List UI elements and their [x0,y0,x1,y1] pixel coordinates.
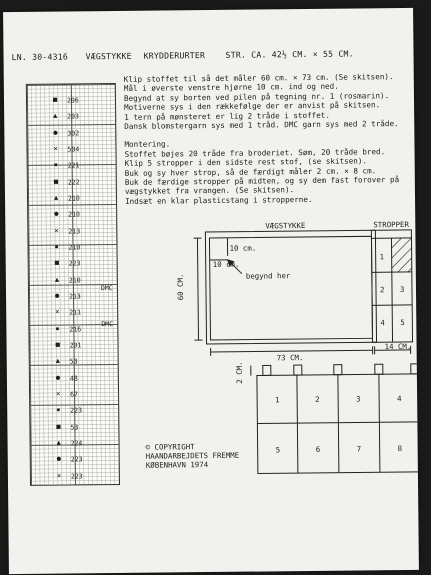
chart-symbol-number: 48 [69,374,78,383]
chart-symbol-number: 223 [68,259,81,268]
chart-side-label: DMC [100,284,113,293]
panel-number: 5 [275,445,281,455]
chart-symbol-number: 210 [67,194,80,203]
chart-symbol-glyph: ▪ [56,405,61,414]
instruction-line: Motiverne sys i den rækkefølge der er anvist på skitsen. [124,100,381,113]
chart-symbol-glyph: ● [54,209,59,218]
montering-line: Indsæt en klar plasticstang i stropperne. [125,194,313,206]
title-krydderurter: KRYDDERURTER [143,50,206,61]
chart-symbol-number: 53 [70,423,79,432]
instruction-line: 1 tern på mønsteret er lig 2 tråde i stoffet. [124,110,330,122]
instruction-line: Mål i øverste venstre hjørne 10 cm. ind og ned. [123,82,339,94]
chart-symbol-number: 213 [68,227,81,236]
copyright-block [146,442,240,470]
montering-line: vægstykket fra vrangen. (Se skitsen). [124,185,295,197]
chart-symbol-glyph: ▪ [54,242,59,251]
montering-line: Buk de færdige stropper på midten, og sy dem fast forover på [124,175,400,187]
chart-symbol-number: 223 [70,455,83,464]
chart-symbol-glyph: ✕ [56,389,61,398]
strap-number: 4 [380,318,385,328]
chart-symbol-number: 211 [69,308,82,317]
chart-symbol-glyph: ● [56,454,62,463]
pattern-sheet [3,8,419,574]
panel-number: 1 [275,395,280,405]
chart-symbol-number: 203 [67,112,79,121]
strap-number: 3 [399,284,405,295]
chart-symbol-number: 223 [70,472,83,481]
chart-symbol-number: 67 [70,390,78,399]
chart-symbol-glyph: ▲ [56,438,61,447]
chart-symbol-number: 210 [68,276,81,285]
chart-symbol-number: 206 [66,96,79,105]
cutting-diagram [3,8,419,574]
chart-symbol-glyph: ■ [52,95,58,104]
chart-symbol-glyph: ✕ [53,144,58,153]
dim-14: 14 CM. [384,341,412,352]
chart-symbol-number: 302 [67,129,80,138]
instruction-line: Begynd at sy borten ved pilen på tegning nr. 1 (rosmarin). [123,90,390,103]
chart-symbol-number: 504 [67,145,80,154]
strap-number: 5 [400,317,405,328]
montering-line: Montering. [124,139,171,150]
strap-number: 1 [379,252,385,262]
chart-symbol-glyph: ■ [55,340,60,349]
panel-number: 4 [397,394,402,404]
chart-symbol-number: 210 [68,243,81,252]
dim-73: 73 CM. [276,353,304,363]
chart-symbol-glyph: ■ [56,422,61,431]
panel-number: 7 [356,444,362,454]
chart-symbol-glyph: ▲ [53,193,59,202]
chart-symbol-glyph: ▪ [55,324,60,333]
chart-symbol-glyph: ▲ [55,356,60,365]
chart-symbol-glyph: ✕ [56,471,62,480]
chart-symbol-glyph: ✕ [54,226,59,235]
chart-symbol-number: 224 [70,439,83,448]
dim-60: 60 CM. [175,273,186,301]
chart-symbol-number: 221 [67,161,80,170]
chart-symbol-glyph: ▲ [53,111,58,120]
chart-symbol-glyph: ✕ [55,307,60,316]
copyright-line: KØBENHAVN 1974 [145,460,209,470]
strap-number: 2 [379,285,385,295]
start-label: begynd her [245,271,291,281]
label-vaegstykke: VÆGSTYKKE [265,221,306,231]
montering-line: Stoffet bøjes 20 tråde fra broderiet. Søm, 20 tråde bred. [124,147,386,159]
panel-number: 3 [356,394,361,404]
copyright-line: HAANDARBEJDETS FREMME [145,450,240,461]
chart-symbol-number: 201 [69,341,82,350]
chart-symbol-glyph: ▲ [54,275,60,284]
dim-10-vertical: 10 cm. [212,259,240,269]
chart-side-label: DMC [101,320,114,329]
pattern-code: LN. 30-4316 [11,51,69,63]
chart-symbol-number: 216 [69,325,82,334]
montering-line: Klip 5 stropper i den sidste rest stof, (se skitsen). [124,156,368,169]
size-text: STR. CA. 42½ CM. × 55 CM. [225,48,354,60]
copyright-line: © COPYRIGHT [145,442,195,452]
instruction-line: Klip stoffet til så det måler 60 cm. × 73 cm. (Se skitsen). [123,72,394,84]
label-stropper: STROPPER [373,219,409,230]
panel-number: 8 [397,444,403,454]
instruction-line: Dansk blomstergarn sys med 1 tråd. DMC garn sys med 2 tråde. [124,119,399,131]
panel-number: 6 [315,444,321,454]
chart-symbol-glyph: ▪ [53,160,58,169]
chart-symbol-glyph: ● [55,373,61,382]
chart-symbol-number: 223 [70,406,83,415]
chart-symbol-glyph: ● [53,128,58,137]
chart-symbol-number: 222 [67,178,80,187]
dim-10-horizontal: 10 cm. [229,243,257,253]
chart-symbol-glyph: ● [54,291,60,300]
chart-symbol-glyph: ■ [53,177,59,186]
chart-symbol-glyph: ■ [54,258,59,267]
chart-symbol-number: 213 [69,292,81,301]
montering-line: Buk og sy hver strop, så de færdigt måler 2 cm. × 8 cm. [124,165,377,178]
title-vaegstykke: VÆGSTYKKE [85,50,132,62]
dim-2: 2 CM. [234,361,244,384]
panel-number: 2 [315,394,320,404]
chart-symbol-number: 53 [69,357,78,366]
chart-symbol-number: 210 [68,210,80,219]
